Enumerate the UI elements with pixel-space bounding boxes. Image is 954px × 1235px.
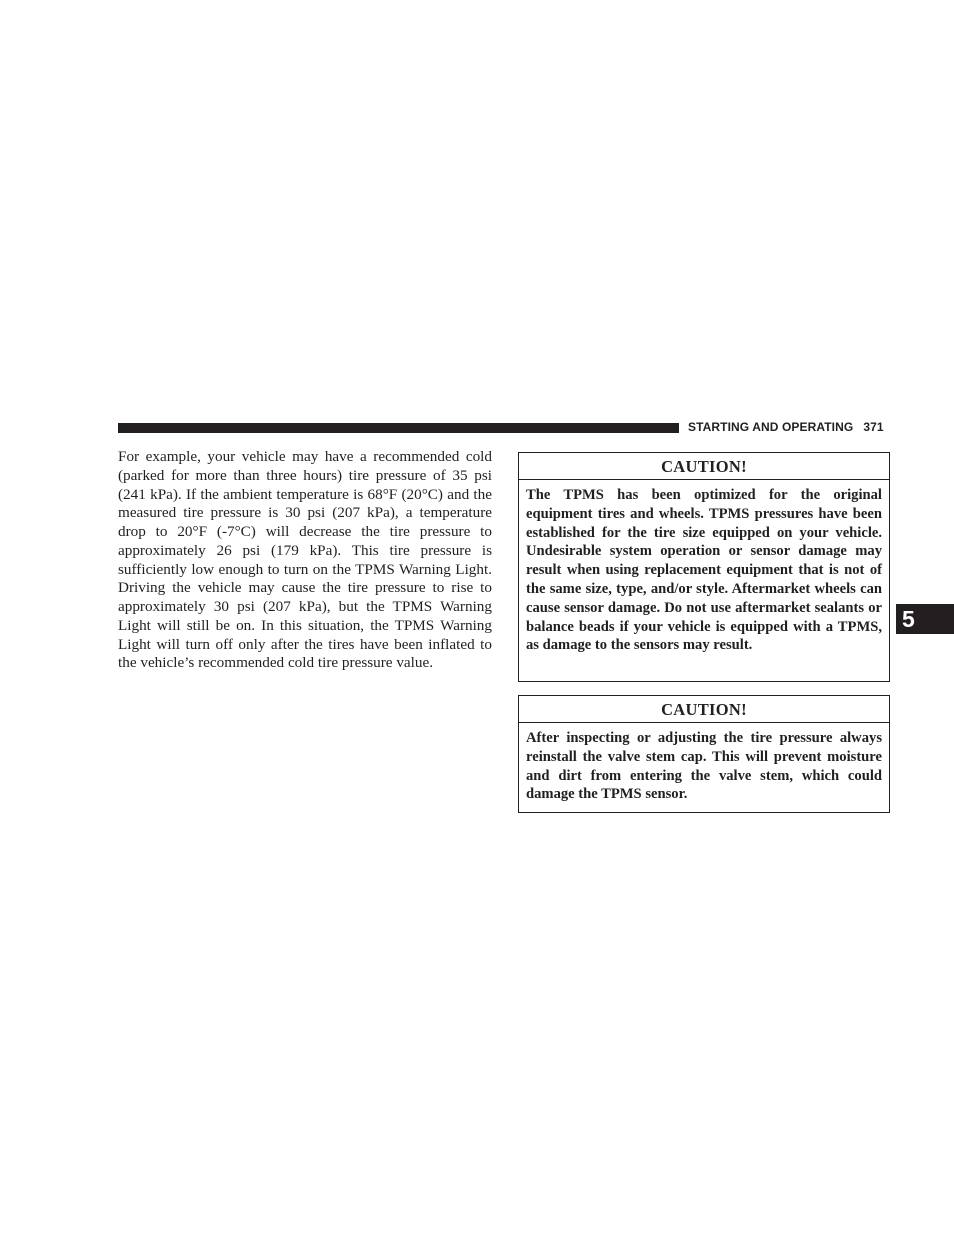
chapter-tab: 5 <box>896 604 954 634</box>
page-number: 371 <box>863 420 884 434</box>
section-title: STARTING AND OPERATING <box>688 420 854 434</box>
caution-title: CAUTION! <box>519 696 889 723</box>
caution-text: The TPMS has been optimized for the original equipment tires and wheels. TPMS pressures have been established for the tire size equipped on your vehicle. Undesirable system operation or sensor damage may result when using replacement equipment that is not of the same size, type, and/or style. Aftermarket wheels can cause sensor damage. Do not use aftermarket sealants or balance beads if your vehicle is equipped with a TPMS, as damage to the sensors may result. <box>526 487 882 654</box>
running-header <box>688 420 884 435</box>
caution-box-sensor-damage <box>518 452 890 682</box>
caution-box-valve-stem-cap <box>518 695 890 813</box>
header-rule <box>118 423 679 433</box>
body-paragraph: For example, your vehicle may have a recommended cold (parked for more than three hours) tire pressure of 35 psi (241 kPa). If the ambient temperature is 68°F (20°C) and the measured tire pressure is 30 psi (207 kPa), a temperature drop to 20°F (-7°C) will decrease the tire pressure to approximately 26 psi (179 kPa). This tire pressure is sufficiently low enough to turn on the TPMS Warning Light. Driving the vehicle may cause the tire pressure to rise to approximately 30 psi (207 kPa), but the TPMS Warning Light will still be on. In this situation, the TPMS Warning Light will turn off only after the tires have been inflated to the vehicle’s recommended cold tire pressure value. <box>118 448 492 672</box>
caution-text: After inspecting or adjusting the tire pressure always reinstall the valve stem cap. This will prevent moisture and dirt from entering the valve stem, which could damage the TPMS sensor. <box>526 730 882 803</box>
caution-title: CAUTION! <box>519 453 889 480</box>
